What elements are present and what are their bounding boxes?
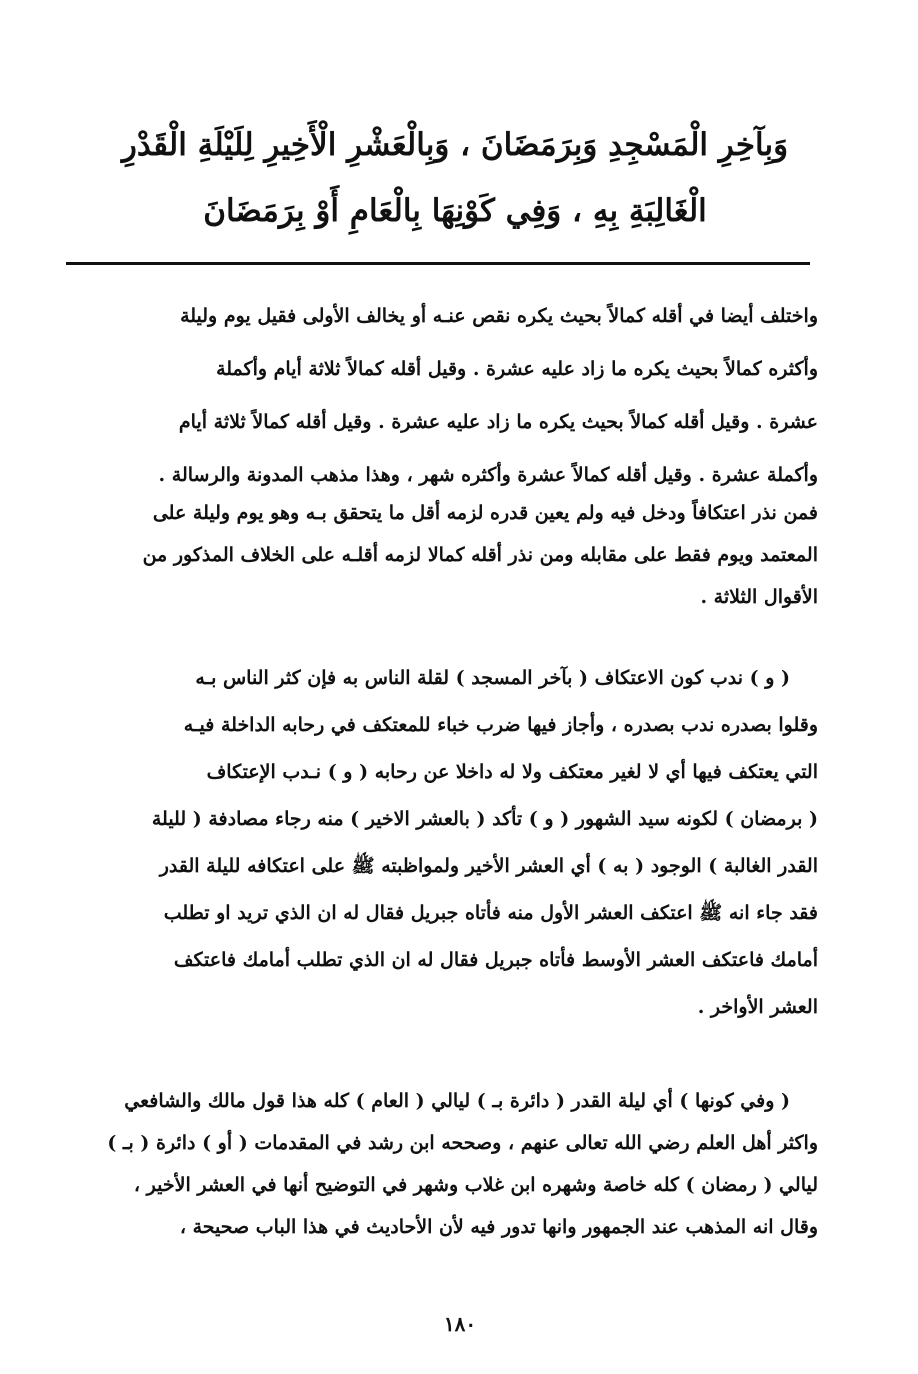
text-line: واختلف أيضا في أقله كمالاً بحيث يكره نقص عنـه أو يخالف الأولى فقيل يوم وليلة (180, 305, 818, 327)
text-line: العشر الأواخر . (697, 996, 818, 1018)
text-line: ليالي ( رمضان ) كله خاصة وشهره ابن غلاب وشهر في التوضيح أنها في العشر الأخير ، (133, 1174, 818, 1196)
text-line: واكثر أهل العلم رضي الله تعالى عنهم ، وصححه ابن رشد في المقدمات ( أو ) دائرة ( بـ ) (107, 1132, 818, 1154)
commentary-paragraph (66, 655, 818, 1031)
matn-text (95, 112, 815, 244)
page-number: ١٨٠ (443, 1312, 477, 1336)
text-line: فقد جاء انه ﷺ اعتكف العشر الأول منه فأتاه جبريل فقال له ان الذي تريد او تطلب (163, 902, 818, 924)
commentary-paragraph (66, 492, 818, 618)
commentary-paragraph (66, 290, 818, 502)
commentary-paragraph (66, 1080, 818, 1248)
text-line: فمن نذر اعتكافاً ودخل فيه ولم يعين قدره لزمه أقل ما يتحقق بـه وهو يوم وليلة على (152, 502, 818, 524)
text-line: أمامك فاعتكف العشر الأوسط فأتاه جبريل فقال له ان الذي تطلب أمامك فاعتكف (173, 949, 818, 971)
text-line: ( برمضان ) لكونه سيد الشهور ( و ) تأكد ( بالعشر الاخير ) منه رجاء مصادفة ( لليلة (151, 808, 818, 830)
text-line: الأقوال الثلاثة . (700, 586, 818, 608)
text-line: وأكملة عشرة . وقيل أقله كمالاً عشرة وأكثره شهر ، وهذا مذهب المدونة والرسالة . (158, 464, 818, 486)
text-line: ( وفي كونها ) أي ليلة القدر ( دائرة بـ ) ليالي ( العام ) كله هذا قول مالك والشافعي (124, 1090, 790, 1112)
matn-line: الْغَالِبَةِ بِهِ ، وَفِي كَوْنِهَا بِالْعَامِ أَوْ بِرَمَضَانَ (203, 193, 707, 229)
text-line: ( و ) ندب كون الاعتكاف ( بآخر المسجد ) لقلة الناس به فإن كثر الناس بـه (195, 667, 790, 689)
separator-rule (66, 262, 810, 265)
text-line: وقلوا بصدره ندب بصدره ، وأجاز فيها ضرب خباء للمعتكف في رحابه الداخلة فيـه (183, 714, 818, 736)
matn-line: وَبِآخِرِ الْمَسْجِدِ وَبِرَمَضَانَ ، وَبِالْعَشْرِ الْأَخِيرِ لِلَيْلَةِ الْقَدْرِ (121, 127, 789, 163)
text-line: وأكثره كمالاً بحيث يكره ما زاد عليه عشرة . وقيل أقله كمالاً ثلاثة أيام وأكملة (216, 358, 818, 380)
text-line: المعتمد ويوم فقط على مقابله ومن نذر أقله كمالا لزمه أقلـه على الخلاف المذكور من (142, 544, 818, 566)
text-line: وقال انه المذهب عند الجمهور وانها تدور فيه لأن الأحاديث في هذا الباب صحيحة ، (179, 1216, 818, 1238)
text-line: عشرة . وقيل أقله كمالاً بحيث يكره ما زاد عليه عشرة . وقيل أقله كمالاً ثلاثة أيام (178, 411, 818, 433)
text-line: القدر الغالبة ) الوجود ( به ) أي العشر الأخير ولمواظبته ﷺ على اعتكافه لليلة القدر (159, 855, 818, 877)
text-line: التي يعتكف فيها أي لا لغير معتكف ولا له داخلا عن رحابه ( و ) نـدب الإعتكاف (206, 761, 818, 783)
